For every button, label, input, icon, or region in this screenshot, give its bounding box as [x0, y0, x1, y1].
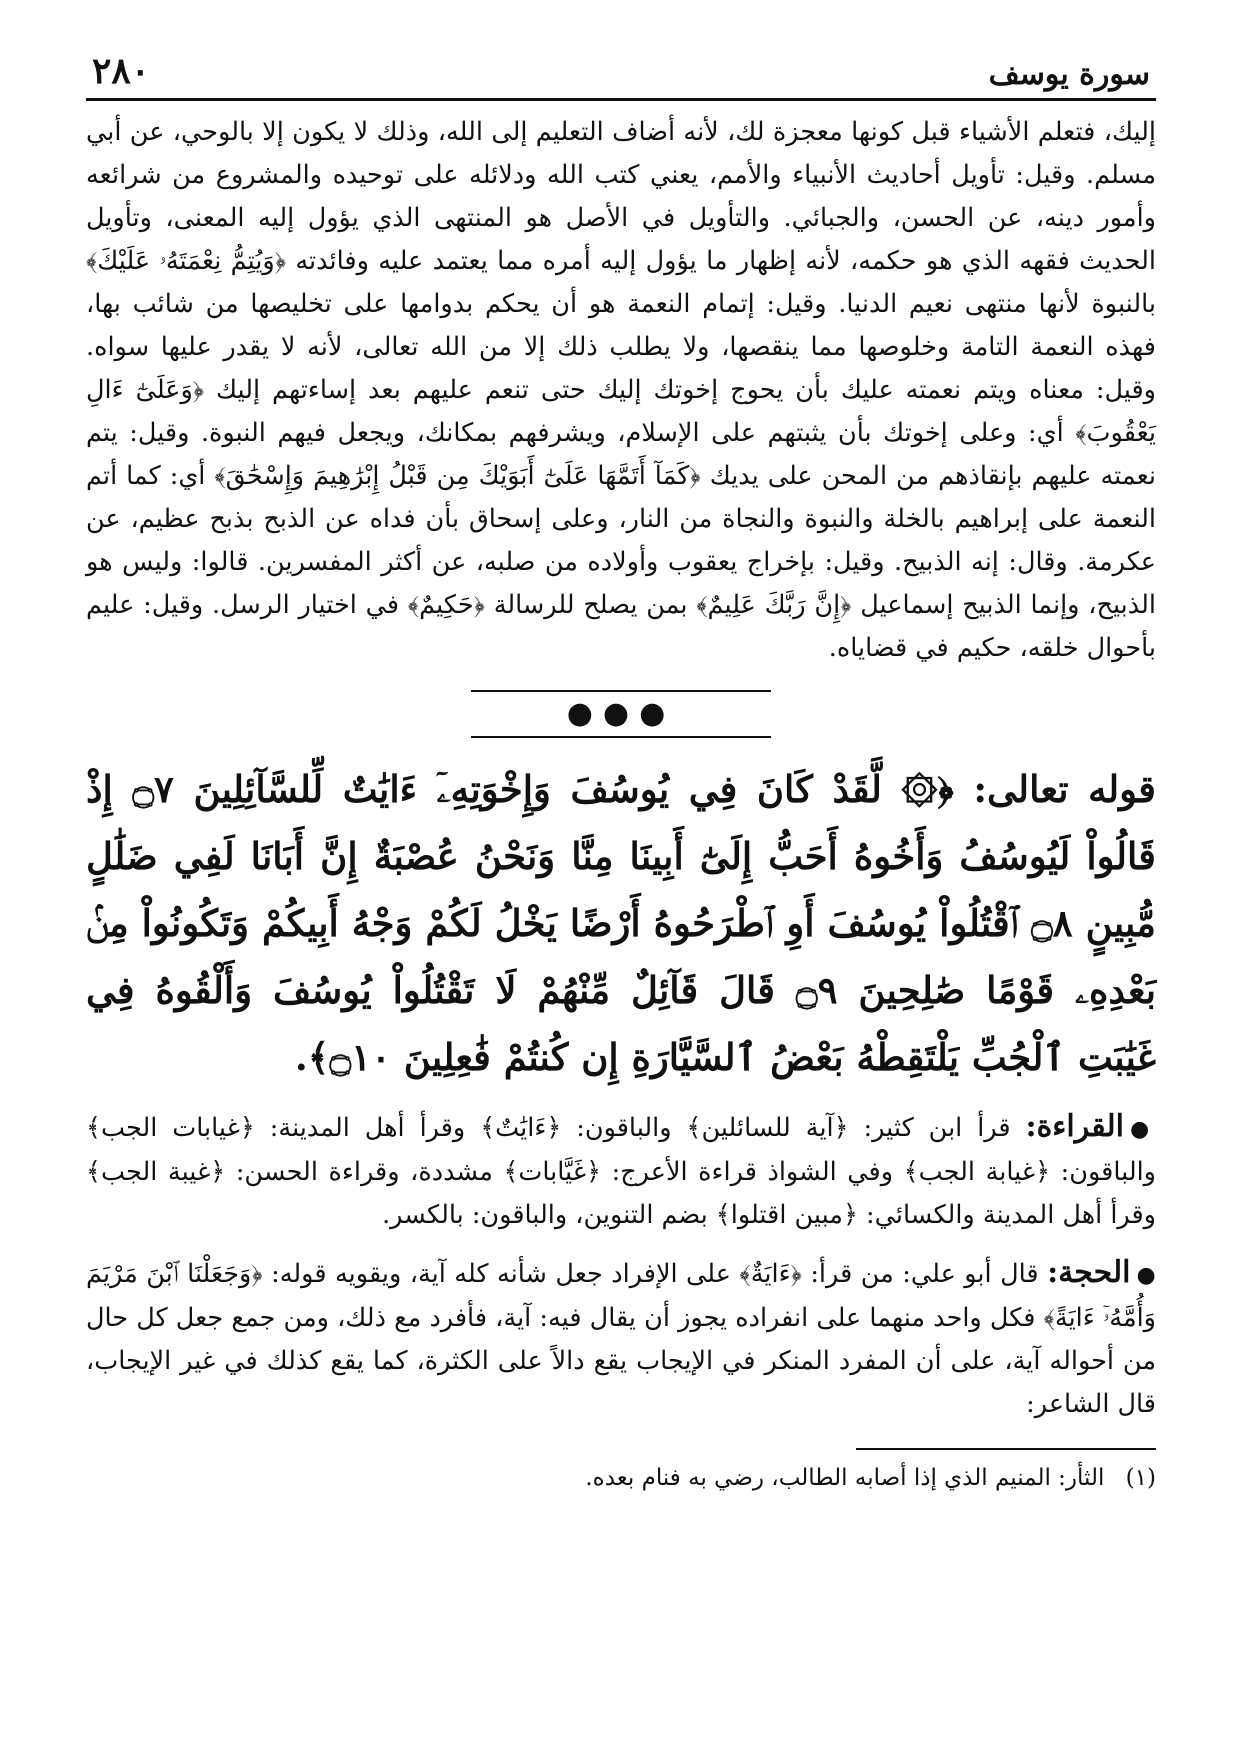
- reading-text: قرأ ابن كثير: ﴿آية للسائلين﴾ والباقون: ﴿ءَايَٰتٌ﴾ وقرأ أهل المدينة: ﴿غيابات الجب﴾ والباقون: ﴿غيابة الجب﴾ وفي الشواذ قراءة الأعرج: ﴿غَيَّابات﴾ مشددة، وقراءة الحسن: ﴿غيبة الجب﴾ وقرأ أهل المدينة والكسائي: ﴿مبين اقتلوا﴾ بضم التنوين، والباقون: بالكسر.: [86, 1113, 1156, 1230]
- footnote-rule: [856, 1448, 1156, 1450]
- quran-verse-block: [86, 756, 1156, 1091]
- reading-heading: القراءة:: [1025, 1109, 1124, 1144]
- separator-rule-bottom: [471, 736, 771, 738]
- page-header: [86, 40, 1156, 101]
- argument-text: قال أبو علي: من قرأ: ﴿ءَايَةٌ﴾ على الإفراد جعل شأنه كله آية، ويقويه قوله: ﴿وَجَعَلْنَا ٱبْنَ مَرْيَمَ وَأُمَّهُۥٓ ءَايَةً﴾ فكل واحد منهما على انفراده يجوز أن يقال فيه: آية، فأفرد مع ذلك، ومن جمع جعل كل حال من أحواله آية، على أن المفرد المنكر في الإيجاب يقع دالاً على الكثرة، كما يقع كذلك في غير الإيجاب، قال الشاعر:: [86, 1259, 1156, 1419]
- page-number: ٢٨٠: [92, 50, 151, 92]
- bullet-icon: ●: [1129, 1117, 1156, 1142]
- commentary-paragraph: إليك، فتعلم الأشياء قبل كونها معجزة لك، لأنه أضاف التعليم إلى الله، وذلك لا يكون إلا بالوحي، عن أبي مسلم. وقيل: تأويل أحاديث الأنبياء والأمم، يعني كتب الله ودلائله على توحيده والمشروع من شرائعه وأمور دينه، عن الحسن، والجبائي. والتأويل في الأصل هو المنتهى الذي يؤول إليه المعنى، وتأويل الحديث فقهه الذي هو حكمه، لأنه إظهار ما يؤول إليه أمره مما يعتمد عليه وفائدته ﴿وَيُتِمُّ نِعْمَتَهُۥ عَلَيْكَ﴾ بالنبوة لأنها منتهى نعيم الدنيا. وقيل: إتمام النعمة هو أن يحكم بدوامها على تخليصها من شائب بها، فهذه النعمة التامة وخلوصها مما ينقصها، ولا يطلب ذلك إلا من الله تعالى، لأنه لا يقدر عليها سواه. وقيل: معناه ويتم نعمته عليك بأن يحوج إخوتك إليك حتى تنعم عليهم بعد إساءتهم إليك ﴿وَعَلَىٰٓ ءَالِ يَعْقُوبَ﴾ أي: وعلى إخوتك بأن يثبتهم على الإسلام، ويشرفهم بمكانك، ويجعل فيهم النبوة. وقيل: يتم نعمته عليهم بإنقاذهم من المحن على يديك ﴿كَمَآ أَتَمَّهَا عَلَىٰٓ أَبَوَيْكَ مِن قَبْلُ إِبْرَٰهِيمَ وَإِسْحَٰقَ﴾ أي: كما أتم النعمة على إبراهيم بالخلة والنبوة والنجاة من النار، وعلى إسحاق بأن فداه عن الذبح بذبح عظيم، عن عكرمة. وقال: إنه الذبيح. وقيل: بإخراج يعقوب وأولاده من صلبه، عن أكثر المفسرين. قالوا: وليس هو الذبيح، وإنما الذبيح إسماعيل ﴿إِنَّ رَبَّكَ عَلِيمٌ﴾ بمن يصلح للرسالة ﴿حَكِيمٌ﴾ في اختيار الرسل. وقيل: عليم بأحوال خلقه، حكيم في قضاياه.: [86, 117, 1156, 663]
- footnote-marker: (١): [1125, 1465, 1156, 1491]
- page: [86, 40, 1156, 1496]
- section-separator: [471, 690, 771, 738]
- footnote: [86, 1460, 1156, 1496]
- argument-heading: الحجة:: [1047, 1255, 1131, 1290]
- bullet-icon: ●: [1136, 1263, 1157, 1288]
- reading-section: [86, 1105, 1156, 1237]
- verse-text: ﴿۞ لَّقَدْ كَانَ فِي يُوسُفَ وَإِخْوَتِهِۦٓ ءَايَٰتٌ لِّلسَّآئِلِينَ ۝٧ إِذْ قَالُواْ لَيُوسُفُ وَأَخُوهُ أَحَبُّ إِلَىٰٓ أَبِينَا مِنَّا وَنَحْنُ عُصْبَةٌ إِنَّ أَبَانَا لَفِي ضَلَٰلٍ مُّبِينٍ ۝٨ ٱقْتُلُواْ يُوسُفَ أَوِ ٱطْرَحُوهُ أَرْضًا يَخْلُ لَكُمْ وَجْهُ أَبِيكُمْ وَتَكُونُواْ مِنۢ بَعْدِهِۦ قَوْمًا صَٰلِحِينَ ۝٩ قَالَ قَآئِلٌ مِّنْهُمْ لَا تَقْتُلُواْ يُوسُفَ وَأَلْقُوهُ فِي غَيَٰبَتِ ٱلْجُبِّ يَلْتَقِطْهُ بَعْضُ ٱلسَّيَّارَةِ إِن كُنتُمْ فَٰعِلِينَ ۝١٠﴾.: [86, 767, 1156, 1079]
- surah-title: سورة يوسف: [988, 57, 1150, 92]
- separator-dots: ●●●: [566, 696, 676, 731]
- verse-lead: قوله تعالى:: [973, 767, 1156, 811]
- argument-section: [86, 1251, 1156, 1426]
- footnote-text: الثأر: المنيم الذي إذا أصابه الطالب، رضي به فنام بعده.: [585, 1465, 1105, 1491]
